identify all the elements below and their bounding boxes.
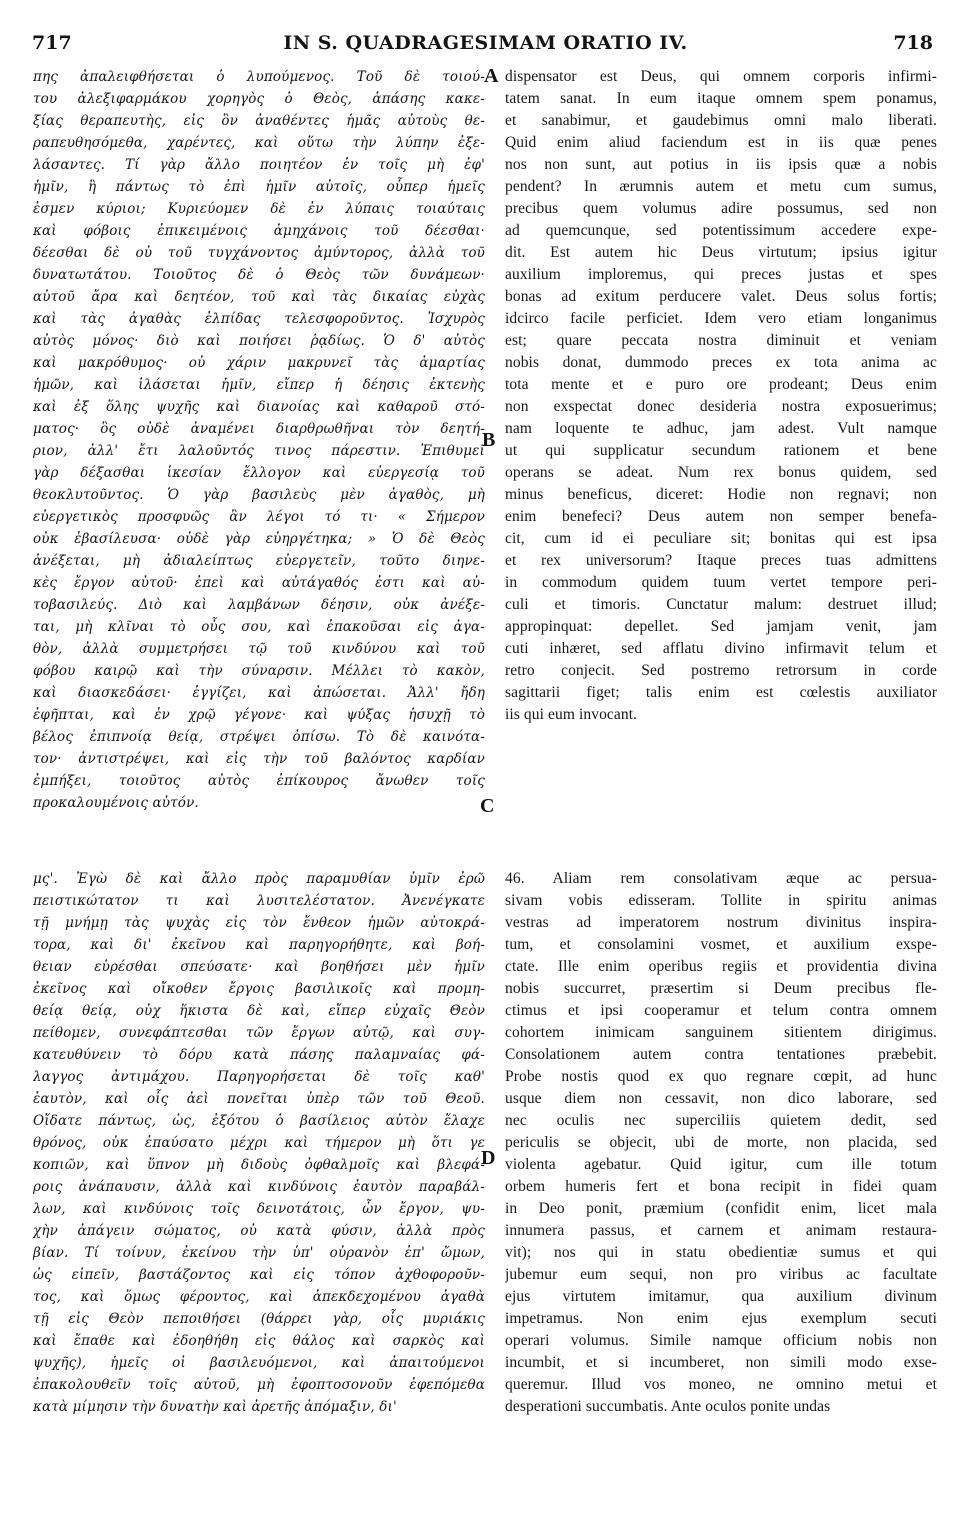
greek-text-line: γὰρ δέξασθαι ἱκεσίαν ἔλλογον καὶ εὐεργεσίᾳ τοῦ [33, 465, 485, 481]
greek-text-line: ται, μὴ κλῖναι τὸ οὖς σου, καὶ ἐπακοῦσαι εἰς ἀγα- [33, 619, 485, 635]
greek-column-bottom [33, 868, 485, 1418]
latin-text-line: in commodum quidem tuum vertet tempore peri- [505, 574, 937, 591]
latin-text-line: periculis se objecit, ubi de morte, non placida, sed [505, 1134, 937, 1151]
latin-text-line: pendent? In ærumnis autem et metu cum sumus, [505, 178, 937, 195]
greek-text-line: θρόνος, οὐκ ἐπαύσατο μέχρι καὶ τήμερον μὴ ὅτι γε [33, 1135, 485, 1151]
greek-text-line: καὶ τὰς ἀγαθὰς ἐλπίδας τελεσφοροῦντος. Ἰσχυρὸς [33, 311, 485, 327]
latin-text-line: operans se adeat. Num rex bonus quidem, sed [505, 464, 937, 481]
latin-text-line: jubemur eum sequi, non pro viribus ac facultate [505, 1266, 937, 1283]
latin-text-line: violenta agebatur. Quid igitur, cum ille totum [505, 1156, 937, 1173]
latin-text-line: nobis donat, dummodo preces ex tota anima ac [505, 354, 937, 371]
latin-text-line: innumera passus, et carnem et animam restaura- [505, 1222, 937, 1239]
greek-text-line: πης ἀπαλειφθήσεται ὁ λυπούμενος. Τοῦ δὲ τοιού- [33, 69, 485, 85]
greek-text-line: οὐκ ἐβασίλευσα· οὐδὲ γὰρ εὐηργέτηκα; » Ὁ δὲ Θεὸς [33, 531, 485, 547]
greek-text-line: δυνατωτάτου. Τοιοῦτος δὲ ὁ Θεὸς τῶν δυνάμεων· [33, 267, 485, 283]
latin-text-line: precibus quem volumus adire possumus, sed non [505, 200, 937, 217]
latin-text-line: culi et timoris. Cunctatur malum: destruet illud; [505, 596, 937, 613]
latin-text-line: appropinquat: depellet. Sed jamjam venit, jam [505, 618, 937, 635]
latin-text-line: bonas ad exitum perducere valet. Deus solus fortis; [505, 288, 937, 305]
greek-text-line: Οἴδατε πάντως, ὡς, ἐξότου ὁ βασίλειος αὐτὸν ἔλαχε [33, 1113, 485, 1129]
greek-text-line: ἑαυτὸν, καὶ οἷς ἀεὶ πονεῖται ὑπὲρ τῶν τοῦ Θεοῦ. [33, 1091, 485, 1107]
latin-text-line: sivam vobis edisseram. Tollite in spiritu animas [505, 892, 937, 909]
greek-text-line: τος, καὶ ὅμως φέροντος, καὶ ἀπεκδεχομένου ἀγαθὰ [33, 1289, 485, 1305]
greek-text-line: θειαν εὑρέσθαι σπεύσατε· καὶ βοηθήσει μὲν ἡμῖν [33, 959, 485, 975]
greek-text-line: πειστικώτατον τι καὶ λυσιτελέστατον. Ἀνενέγκατε [33, 893, 485, 909]
greek-text-line: τῇ εἰς Θεὸν πεποιθήσει (θάρρει γὰρ, οἷς μυριάκις [33, 1311, 485, 1327]
greek-text-line: ψυχῆς), ἡμεῖς οἱ βασιλευόμενοι, καὶ ἀπαιτούμενοι [33, 1355, 485, 1371]
greek-text-line: καὶ μακρόθυμος· οὐ χάριν μακρυνεῖ τὰς ἁμαρτίας [33, 355, 485, 371]
greek-text-line: τῇ μνήμῃ τὰς ψυχὰς εἰς τὸν ἔνθεον ἡμῶν αὐτοκρά- [33, 915, 485, 931]
greek-text-line: δέεσθαι δὲ οὐ τοῦ τυγχάνοντος ἀμύντορος, ἀλλὰ τοῦ [33, 245, 485, 261]
greek-text-line: βέλος ἐπιπνοίᾳ θείᾳ, στρέψει ὀπίσω. Τὸ δὲ καινότα- [33, 729, 485, 745]
latin-text-line: et rex universorum? Itaque preces tuas admittens [505, 552, 937, 569]
greek-text-line: του ἀλεξιφαρμάκου χορηγὸς ὁ Θεὸς, ἁπάσης κακε- [33, 91, 485, 107]
margin-marker-c: C [480, 795, 495, 817]
greek-text-line: ριον, ἀλλ' ἔτι λαλοῦντός τινος πάρεστιν. Ἐπιθυμεῖ [33, 443, 485, 459]
latin-column-bottom [505, 868, 937, 1418]
latin-text-line: nos non sunt, aut potius in iis ipsis quæ a nobis [505, 156, 937, 173]
greek-text-line: τορα, καὶ δι' ἐκεῖνου καὶ παρηγορήθητε, καὶ βοή- [33, 937, 485, 953]
latin-text-line: enim benefeci? Deus autem non semper benefa- [505, 508, 937, 525]
greek-text-line: ἐμπήξει, τοιοῦτος αὐτὸς ἐπίκουρος ἄνωθεν τοῖς [33, 773, 485, 789]
running-title: IN S. QUADRAGESIMAM ORATIO IV. [283, 32, 688, 54]
greek-text-line: κατὰ μίμησιν τὴν δυνατὴν καὶ ἀρετῆς ἀπόμαξιν, δι' [33, 1399, 397, 1415]
greek-text-line: καὶ ἔπαθε καὶ ἐδοηθήθη εἰς θάλος καὶ σαρκὸς καὶ [33, 1333, 485, 1349]
latin-text-line: non exspectat donec desideria nostra exposuerimus; [505, 398, 937, 415]
latin-text-line: usque diem non cessavit, non dico laborare, sed [505, 1090, 937, 1107]
greek-column-top [33, 66, 485, 814]
latin-text-line: vestras ad imperatorem nostrum divinitus inspira- [505, 914, 937, 931]
margin-marker-d: D [481, 1147, 496, 1169]
greek-text-line: κατευθύνειν τὸ δόρυ κατὰ πάσης παλαμναίας φά- [33, 1047, 485, 1063]
greek-text-line: ὡς εἰπεῖν, βαστάζοντος καὶ εἰς τόπον ἀχθοφοροῦν- [33, 1267, 485, 1283]
greek-text-line: τον· ἀντιστρέψει, καὶ εἰς τὴν τοῦ βαλόντος καρδίαν [33, 751, 485, 767]
latin-text-line: iis qui eum invocant. [505, 706, 638, 723]
greek-text-line: βίαν. Τί τοίνυν, ἐκείνου τὴν ὑπ' οὐρανὸν ἐπ' ὤμων, [33, 1245, 485, 1261]
greek-text-line: ἐσμεν κύριοι; Κυριεύομεν δὲ ἐν λύπαις τοιαύταις [33, 201, 485, 217]
latin-text-line: cuti inhæret, sed afflatu divino infirmavit telum et [505, 640, 937, 657]
greek-text-line: μς'. Ἐγὼ δὲ καὶ ἄλλο πρὸς παραμυθίαν ὑμῖν ἐρῶ [33, 871, 485, 887]
greek-text-line: λων, καὶ κινδύνοις τοῖς δεινοτάτοις, ὧν ἔργον, ψυ- [33, 1201, 485, 1217]
greek-text-line: ἡμῖν, ἢ πάντως τὸ ἐπὶ ἡμῖν αὐτοῖς, οὗπερ ἡμεῖς [33, 179, 485, 195]
greek-text-line: λαγγος ἀντιμάχου. Παρηγορήσεται δὲ τοῖς καθ' [33, 1069, 485, 1085]
latin-text-line: dispensator est Deus, qui omnem corporis infirmi- [505, 68, 937, 85]
latin-text-line: nobis succurret, præsertim si Deum precibus fle- [505, 980, 937, 997]
greek-text-line: ραπευθησόμεθα, χαρέντες, καὶ οὕτω τὴν λύπην ἐξε- [33, 135, 485, 151]
page-number-right: 718 [893, 32, 933, 54]
latin-text-line: operari volumus. Simile namque officium nobis non [505, 1332, 937, 1349]
latin-text-line: cohortem inimicam sanguinem sitientem dirigimus. [505, 1024, 937, 1041]
latin-text-line: tota mente et e puro ore prodeant; Deus enim [505, 376, 937, 393]
greek-text-line: φόβου καιρῷ καὶ τὴν σύναρσιν. Μέλλει τὸ κακὸν, [33, 663, 485, 679]
greek-text-line: ἐφῆπται, καὶ ἐν χρῷ γέγονε· καὶ ψύξας ἡσυχῇ τὸ [33, 707, 485, 723]
latin-text-line: queremur. Illud vos moneo, ne omnino metui et [505, 1376, 937, 1393]
margin-marker-a: A [484, 65, 499, 87]
latin-text-line: orbem humeris fert et bona recipit in fidei quam [505, 1178, 937, 1195]
greek-text-line: λάσαντες. Τί γὰρ ἄλλο ποιητέον ἐν τοῖς μὴ ἐφ' [33, 157, 485, 173]
greek-text-line: πείθομεν, συνεφάπτεσθαι τῶν ἔργων αὐτῷ, καὶ συγ- [33, 1025, 485, 1041]
latin-text-line: ctate. Ille enim operibus regiis et providentia divina [505, 958, 937, 975]
greek-text-line: αὐτὸς μόνος· διὸ καὶ ποιήσει ῥᾳδίως. Ὁ δ' αὐτὸς [33, 333, 485, 349]
latin-text-line: et sanabimur, et gaudebimus omni malo liberati. [505, 112, 937, 129]
greek-text-line: θεοκλυτοῦντος. Ὁ γὰρ βασιλεὺς μὲν ἀγαθὸς, μὴ [33, 487, 485, 503]
latin-text-line: tatem sanat. In eum itaque omnem spem ponamus, [505, 90, 937, 107]
latin-text-line: incumbit, et si incumberet, non simili modo exse- [505, 1354, 937, 1371]
greek-text-line: ξίας θεραπευτὴς, εἰς ὃν ἀναθέντες ἡμᾶς αὐτοὺς θε- [33, 113, 485, 129]
latin-text-line: in Deo ponit, præmium (confidit enim, licet mala [505, 1200, 937, 1217]
latin-text-line: ad quemcunque, sed potentissimum accedere expe- [505, 222, 937, 239]
greek-text-line: κὲς ἔργον αὐτοῦ· ἐπεὶ καὶ αὐτάγαθός ἐστι καὶ αὐ- [33, 575, 485, 591]
greek-text-line: τοβασιλεύς. Διὸ καὶ λαμβάνων δέησιν, οὐκ ἀνέξε- [33, 597, 485, 613]
latin-text-line: cit, cum id ei peculiare sit; bonitas qui est ipsa [505, 530, 937, 547]
page-number-left: 717 [32, 32, 72, 54]
latin-text-line: 46. Aliam rem consolativam æque ac persua- [505, 870, 937, 887]
greek-text-line: καὶ διασκεδάσει· ἐγγίζει, καὶ ἀπώσεται. Ἀλλ' ἤδη [33, 685, 485, 701]
greek-text-line: αὐτοῦ ἄρα καὶ δεητέον, τοῦ καὶ τὰς δικαίας εὐχὰς [33, 289, 485, 305]
latin-text-line: ctimus et ipsi cooperamur et telum contra omnem [505, 1002, 937, 1019]
page-header [0, 32, 971, 62]
greek-text-line: χὴν ἀπάγειν σώματος, οὐ κατὰ φύσιν, ἀλλὰ πρὸς [33, 1223, 485, 1239]
latin-text-line: desperationi succumbatis. Ante oculos ponite undas [505, 1398, 831, 1415]
greek-text-line: προκαλουμένοις αὐτόν. [33, 795, 199, 811]
latin-text-line: retro conjecit. Sed postremo retrorsum in corde [505, 662, 937, 679]
latin-text-line: impetramus. Non enim ejus exemplum secuti [505, 1310, 937, 1327]
latin-text-line: est; quare peccata nostra diminuit et veniam [505, 332, 937, 349]
greek-text-line: ἐπακολουθεῖν τοῖς αὐτοῦ, μὴ ἐφοπτοσονοῦν ἐφεπόμεθα [33, 1377, 485, 1393]
greek-text-line: ἐκεῖνος καὶ οἴκοθεν ἔργοις βασιλικοῖς καὶ προμη- [33, 981, 485, 997]
latin-text-line: Consolationem autem contra tentationes præbebit. [505, 1046, 937, 1063]
greek-text-line: καὶ φόβοις ἐπικειμένοις ἀμηχάνοις τοῦ δέεσθαι· [33, 223, 485, 239]
greek-text-line: ἡμῶν, καὶ ἱλάσεται ἡμῖν, εἴπερ ἡ δέησις ἐκτενὴς [33, 377, 485, 393]
greek-text-line: θείᾳ θείᾳ, οὐχ ἥκιστα δὲ καὶ, εἴπερ εὐχαῖς Θεὸν [33, 1003, 485, 1019]
greek-text-line: κοπιῶν, καὶ ὕπνον μὴ διδοὺς ὀφθαλμοῖς καὶ βλεφά- [33, 1157, 485, 1173]
greek-text-line: θὸν, ἀλλὰ συμμετρήσει τῷ τοῦ κινδύνου καὶ τοῦ [33, 641, 485, 657]
latin-text-line: ut qui supplicatur secundum rationem et bene [505, 442, 937, 459]
latin-text-line: dit. Est autem hic Deus virtutum; ipsius igitur [505, 244, 937, 261]
latin-text-line: ejus virtutem imitamur, qua auxilium divinum [505, 1288, 937, 1305]
latin-text-line: vit); nos qui in statu obedientiæ sumus et qui [505, 1244, 937, 1261]
latin-text-line: Probe nostis quod ex quo regnare cœpit, ad hunc [505, 1068, 937, 1085]
latin-text-line: idcirco facile perficiet. Idem vero etiam longanimus [505, 310, 937, 327]
latin-text-line: auxilium imploremus, qui preces justas et spes [505, 266, 937, 283]
margin-marker-b: B [482, 429, 496, 451]
latin-text-line: Quid enim aliud faciendum est in iis quæ penes [505, 134, 937, 151]
greek-text-line: ἀνέξεται, μὴ ἀδιαλείπτως εὐεργετεῖν, τοῦτο διηνε- [33, 553, 485, 569]
latin-text-line: nam loquente te adhuc, jam adest. Vult namque [505, 420, 937, 437]
latin-text-line: minus beneficus, diceret: Hodie non regnavi; non [505, 486, 937, 503]
greek-text-line: καὶ ἐξ ὅλης ψυχῆς καὶ διανοίας καὶ καθαροῦ στό- [33, 399, 485, 415]
latin-column-top [505, 66, 937, 726]
greek-text-line: ματος· ὃς οὐδὲ ἀναμένει διαρθρωθῆναι τὸν δεητή- [33, 421, 485, 437]
latin-text-line: sagittarii figet; talis enim est cœlestis auxiliator [505, 684, 937, 701]
latin-text-line: nec oculis nec superciliis quietem dedit, sed [505, 1112, 937, 1129]
greek-text-line: ροις ἀνάπαυσιν, ἀλλὰ καὶ κινδύνοις ἑαυτὸν παραβάλ- [33, 1179, 485, 1195]
latin-text-line: tum, et consolamini vosmet, et auxilium exspe- [505, 936, 937, 953]
greek-text-line: εὐεργετικὸς προσφυῶς ἂν λέγοι τό τι· « Σήμερον [33, 509, 485, 525]
